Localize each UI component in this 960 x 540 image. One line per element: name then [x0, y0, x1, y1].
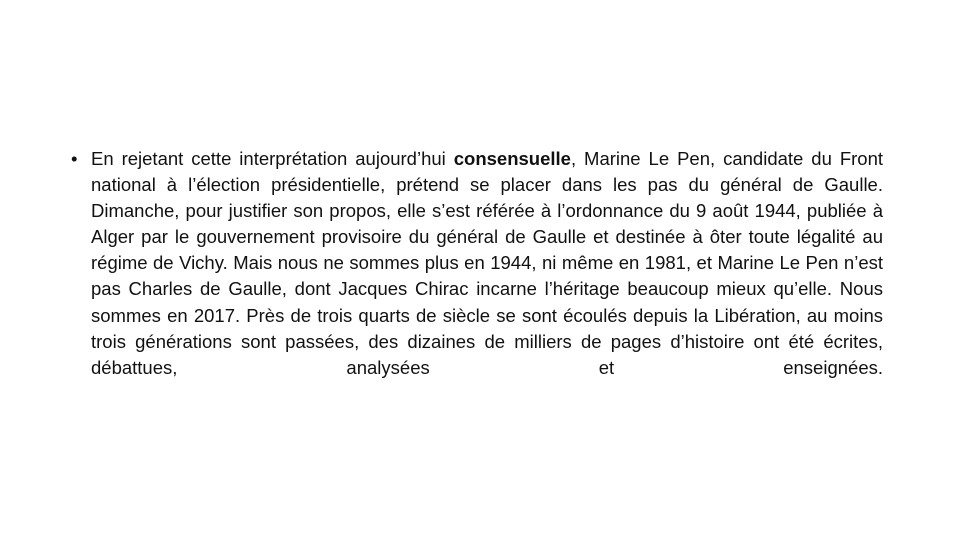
text-part-2: , Marine Le Pen, candidate du Front national à l’élection présidentielle, prétend se placer dans les pas du général de Gaulle. Dimanche, pour justifier son propos, elle s’est référée à l’ordonnance du 9 août 1944, publiée à Alger par le gouvernement provisoire du général de Gaulle et destinée à ôter toute légalité au régime de Vichy. Mais nous ne sommes plus en 1944, ni même en 1981, et Marine Le Pen n’est pas Charles de Gaulle, dont Jacques Chirac incarne l’héritage beaucoup mieux qu’elle. Nous sommes en 2017. Près de trois quarts de siècle se sont écoulés depuis la Libération, au moins trois générations sont passées, des dizaines de milliers de pages d’histoire ont été écrites, débattues, analysées et enseignées.	[91, 148, 884, 378]
bullet-marker: •	[71, 148, 78, 169]
emphasized-word: consensuelle	[453, 148, 571, 169]
text-part-1: En rejetant cette interprétation aujourd’hui	[91, 148, 454, 169]
bullet-item	[71, 146, 883, 381]
bullet-paragraph	[71, 146, 883, 381]
paragraph-text	[91, 146, 883, 381]
